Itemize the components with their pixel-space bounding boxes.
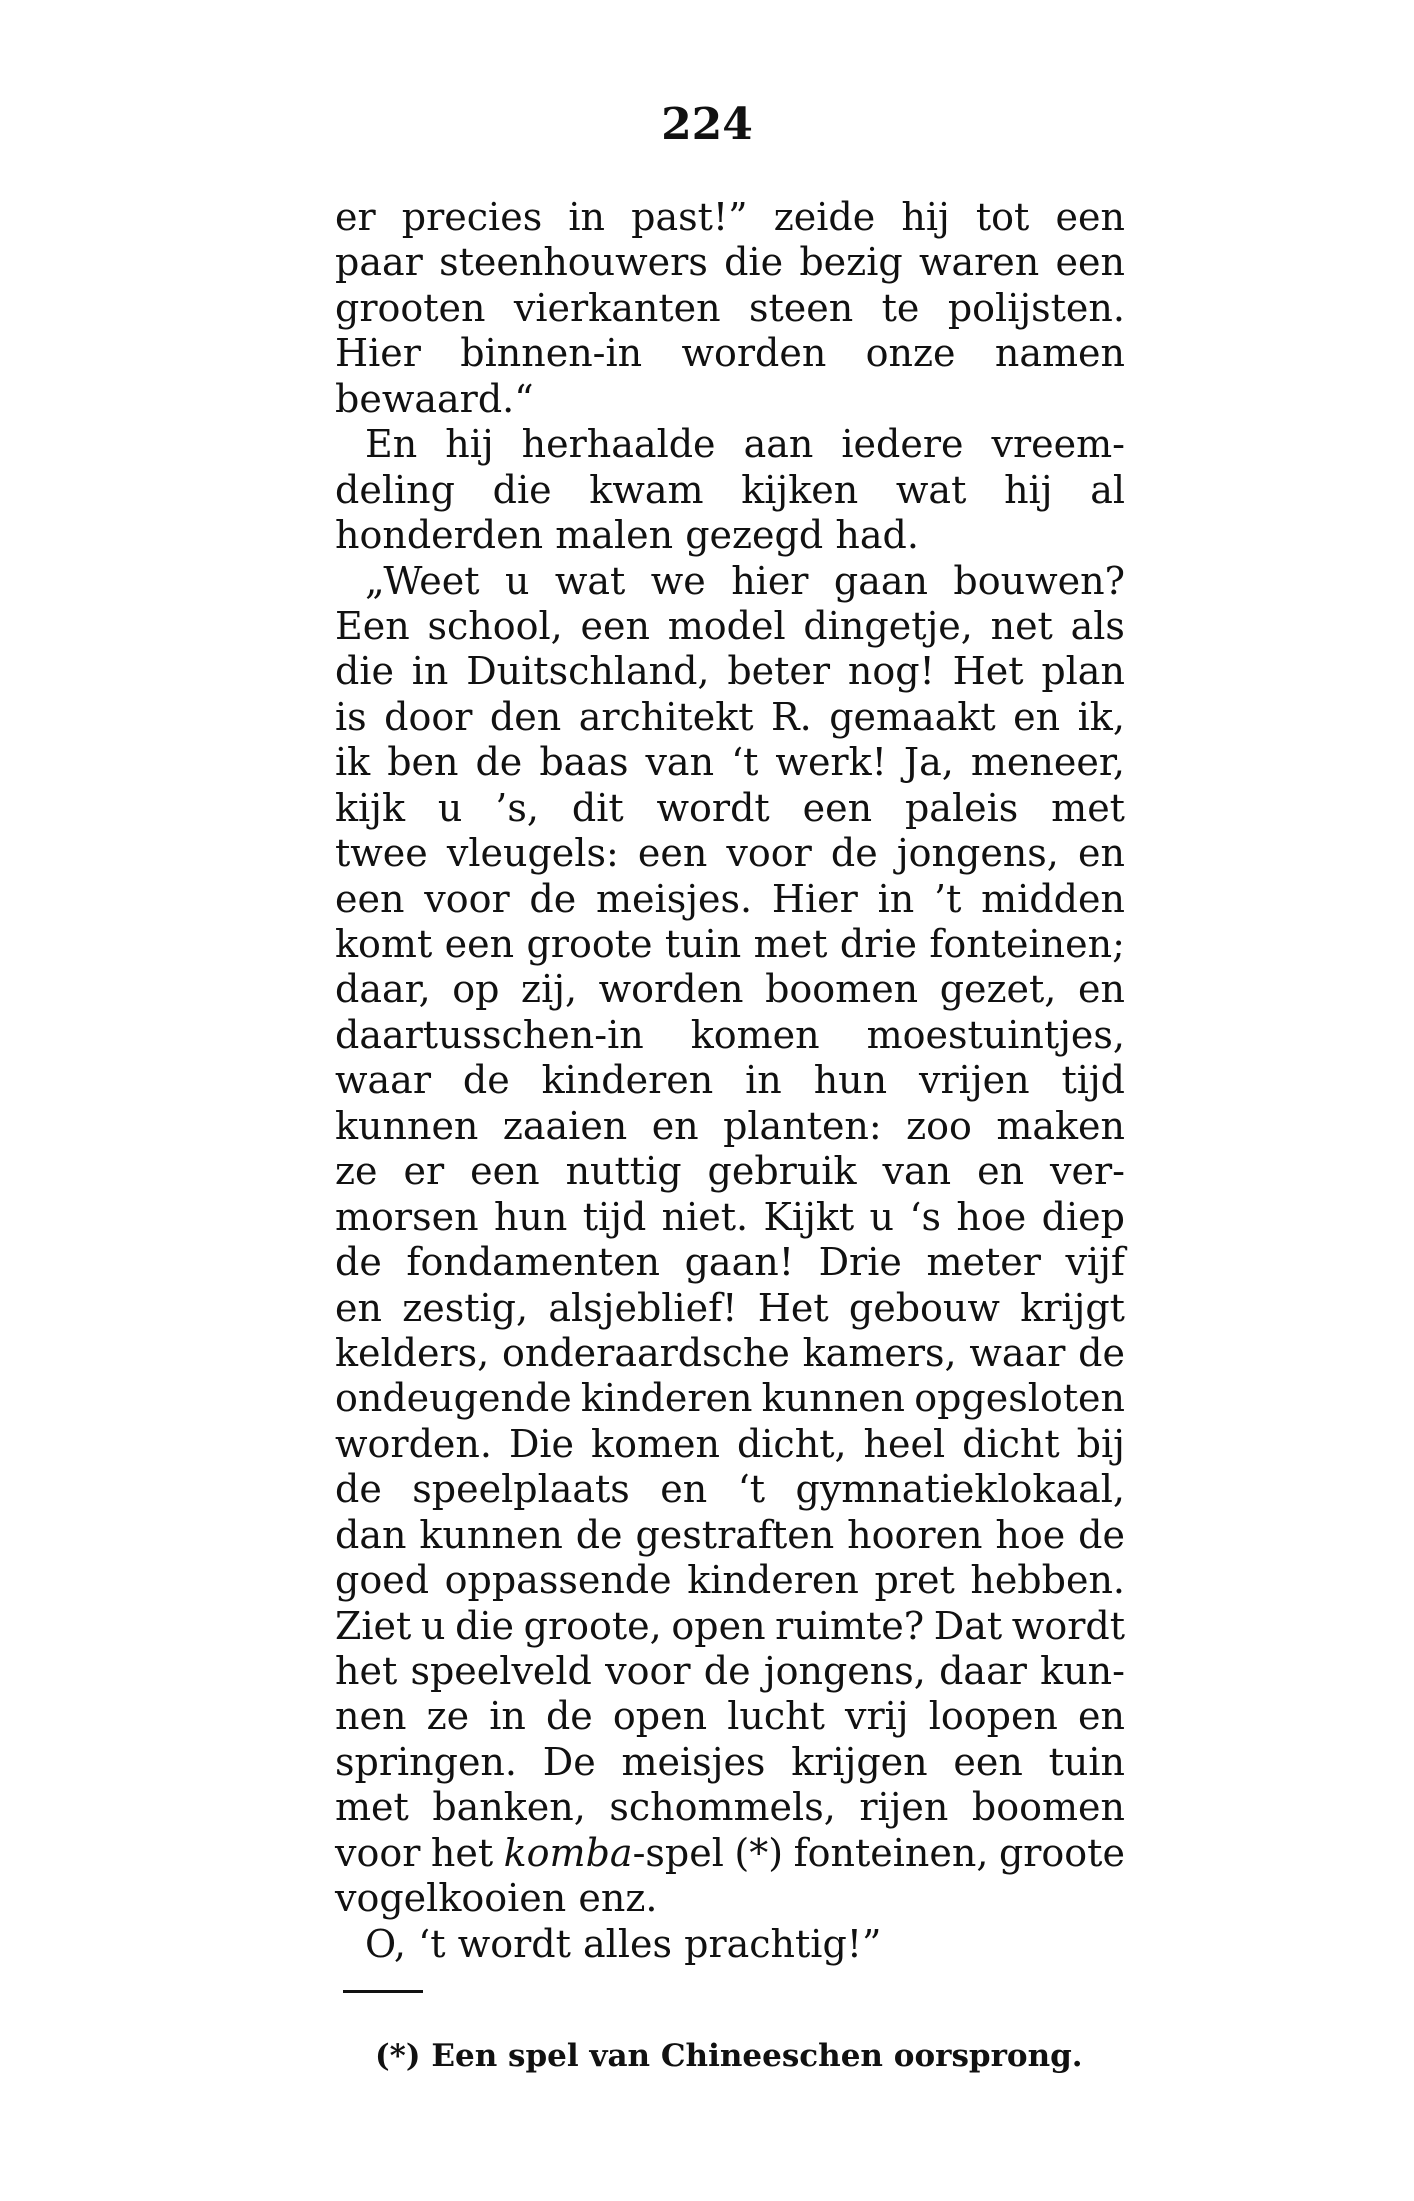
- word: ‘t: [731, 740, 759, 785]
- word: Kijkt: [763, 1194, 855, 1239]
- word: De: [542, 1739, 596, 1784]
- word: en: [335, 1285, 382, 1330]
- word: zaaien: [502, 1103, 628, 1148]
- word: den: [489, 694, 562, 739]
- word: kelders,: [335, 1330, 490, 1375]
- word: ’s,: [495, 785, 539, 830]
- word: van: [645, 740, 715, 785]
- word: de: [545, 1694, 593, 1739]
- word: meneer,: [970, 740, 1125, 785]
- word: dan: [335, 1512, 407, 1557]
- word: er: [403, 1149, 445, 1194]
- word: nog!: [847, 649, 935, 694]
- word: dicht,: [736, 1421, 847, 1466]
- word: fonteinen,: [793, 1830, 989, 1875]
- text-line: [335, 1604, 1125, 1649]
- word: Ja,: [903, 740, 954, 785]
- word: de: [1078, 1330, 1125, 1375]
- word: het: [335, 1649, 398, 1693]
- word: speelplaats: [412, 1467, 630, 1512]
- word: Hier: [771, 876, 858, 921]
- word: steenhouwers: [439, 240, 708, 285]
- text-line: [335, 649, 1125, 694]
- word: komba-spel: [503, 1830, 724, 1875]
- text-line: [335, 1831, 1125, 1876]
- word: groote: [526, 922, 653, 966]
- word: boomen: [971, 1785, 1125, 1830]
- text-line: [335, 786, 1125, 831]
- word: een: [470, 1149, 540, 1194]
- word: enz.: [578, 1876, 658, 1921]
- word: komen: [690, 1012, 820, 1057]
- word: een: [637, 831, 708, 876]
- word: hooren: [847, 1512, 983, 1557]
- word: door: [384, 694, 473, 739]
- text-line: [335, 1694, 1125, 1739]
- word: vrijen: [919, 1058, 1030, 1103]
- word: gemaakt: [829, 694, 996, 739]
- word: krijgt: [1020, 1285, 1125, 1330]
- word: voor: [335, 1830, 421, 1875]
- word: meisjes.: [596, 876, 753, 921]
- word: een: [802, 785, 873, 830]
- word: ondeugende: [335, 1376, 572, 1421]
- word: en: [1077, 967, 1125, 1012]
- word: de: [462, 1058, 510, 1103]
- word: polijsten.: [947, 285, 1125, 330]
- word: een: [953, 1739, 1023, 1784]
- text-line: [335, 1058, 1125, 1103]
- word: in: [568, 195, 605, 239]
- word: ‘t: [737, 1467, 766, 1512]
- text-line: [335, 240, 1125, 285]
- word: kunnen: [419, 1512, 563, 1557]
- word: wordt: [656, 785, 770, 830]
- word: waar: [969, 1330, 1066, 1375]
- word: groote: [998, 1830, 1125, 1875]
- text-line: [335, 1876, 1125, 1921]
- word: gebouw: [848, 1285, 1000, 1330]
- word: diep: [1041, 1194, 1125, 1239]
- word: dit: [571, 785, 624, 830]
- word: moestuintjes,: [866, 1012, 1125, 1057]
- word: krijgen: [791, 1739, 928, 1784]
- word: bij: [1076, 1421, 1125, 1466]
- word: architekt: [578, 694, 754, 739]
- word: op: [452, 967, 500, 1012]
- text-line: [335, 1740, 1125, 1785]
- word: En: [365, 422, 418, 467]
- word: ’t: [933, 876, 962, 921]
- word: ze: [335, 1149, 378, 1194]
- word: wordt: [457, 1921, 571, 1966]
- word: daar,: [335, 967, 431, 1012]
- word: ik: [335, 740, 371, 785]
- text-line: [335, 967, 1125, 1012]
- text-line: [335, 1513, 1125, 1558]
- word: model: [667, 603, 786, 648]
- word: midden: [981, 876, 1125, 921]
- text-line: [335, 468, 1125, 513]
- word: worden: [681, 331, 827, 376]
- word: maken: [996, 1103, 1125, 1148]
- word: u: [437, 785, 463, 830]
- word: en: [1077, 831, 1125, 876]
- text-line: [335, 1649, 1125, 1694]
- word: precies: [401, 195, 543, 239]
- word: bezig: [799, 240, 903, 285]
- text-line: [335, 922, 1125, 967]
- word: (*): [734, 1830, 784, 1875]
- word: worden.: [335, 1421, 492, 1466]
- word: Hier: [335, 331, 421, 376]
- word: grooten: [335, 285, 486, 330]
- word: springen.: [335, 1739, 517, 1784]
- word: deling: [335, 467, 455, 512]
- text-line: [335, 422, 1125, 467]
- word: oppassende: [444, 1558, 672, 1603]
- word: hoe: [956, 1194, 1027, 1239]
- word: de: [335, 1467, 382, 1512]
- word: nen: [335, 1694, 407, 1739]
- word: meter: [926, 1240, 1041, 1285]
- word: meisjes: [621, 1739, 766, 1784]
- word: waren: [918, 240, 1040, 285]
- word: herhaalde: [521, 422, 716, 467]
- word: banken,: [432, 1785, 586, 1830]
- word: als: [1070, 603, 1125, 648]
- body-text: [335, 195, 1125, 1967]
- word: die: [724, 240, 784, 285]
- word: steen: [749, 285, 854, 330]
- word: boomen: [765, 967, 919, 1012]
- word: gebruik: [707, 1149, 857, 1194]
- word: voor: [605, 1649, 691, 1693]
- word: malen: [555, 513, 674, 558]
- word: kwam: [589, 467, 704, 512]
- word: gaan!: [684, 1240, 794, 1285]
- word: zeide: [773, 195, 876, 239]
- word: die: [492, 467, 552, 512]
- text-line: [335, 331, 1125, 376]
- word: aan: [743, 422, 814, 467]
- word: jongens,: [896, 831, 1059, 876]
- text-line: [335, 831, 1125, 876]
- text-line: [335, 1558, 1125, 1603]
- word: kijk: [335, 785, 405, 830]
- word: binnen-in: [460, 331, 643, 376]
- word: heel: [863, 1421, 946, 1466]
- word: die: [455, 1603, 515, 1648]
- word: nuttig: [565, 1149, 682, 1194]
- word: daar: [939, 1649, 1027, 1693]
- word: we: [650, 558, 706, 603]
- word: Het: [952, 649, 1024, 694]
- word: vreem-: [991, 422, 1125, 467]
- word: de: [475, 740, 523, 785]
- word: had.: [835, 513, 919, 558]
- word: ben: [387, 740, 459, 785]
- word: Ziet: [335, 1603, 412, 1648]
- word: goed: [335, 1558, 430, 1603]
- word: met: [753, 922, 828, 966]
- word: het: [430, 1830, 494, 1875]
- word: paar: [335, 240, 423, 285]
- word: beter: [727, 649, 831, 694]
- word: vrij: [845, 1694, 909, 1739]
- word: u: [420, 1603, 446, 1648]
- word: de: [529, 876, 577, 921]
- word: honderden: [335, 513, 544, 558]
- word: tot: [975, 195, 1030, 239]
- word: de: [335, 1240, 382, 1285]
- word: werk!: [775, 740, 887, 785]
- word: gestraften: [635, 1512, 835, 1557]
- word: twee: [335, 831, 428, 876]
- word: u: [504, 558, 530, 603]
- word: met: [335, 1785, 409, 1830]
- word: worden: [598, 967, 744, 1012]
- word: baas: [539, 740, 629, 785]
- word: van: [882, 1149, 952, 1194]
- word: alles: [583, 1921, 672, 1966]
- text-line: [335, 195, 1125, 240]
- word: hier: [731, 558, 809, 603]
- word: wat: [895, 467, 967, 512]
- text-line: [335, 559, 1125, 604]
- word: tijd: [582, 1194, 647, 1239]
- word: tuin: [1048, 1739, 1125, 1784]
- word: vierkanten: [513, 285, 721, 330]
- text-line: [335, 286, 1125, 331]
- word: ‘t: [418, 1921, 446, 1966]
- word: ik,: [1077, 694, 1125, 739]
- word: is: [335, 694, 367, 739]
- word: Duitschland,: [466, 649, 710, 694]
- word: Drie: [818, 1240, 902, 1285]
- word: plan: [1041, 649, 1125, 694]
- word: voor: [726, 831, 812, 876]
- word: ‘s: [909, 1194, 942, 1239]
- word: onderaardsche: [502, 1330, 790, 1375]
- word: kunnen: [335, 1103, 479, 1148]
- word: niet.: [661, 1194, 749, 1239]
- text-line: [335, 877, 1125, 922]
- word: Het: [757, 1285, 829, 1330]
- word: er: [335, 195, 376, 239]
- word: vleugels:: [446, 831, 619, 876]
- word: open: [612, 1694, 708, 1739]
- text-line: [335, 1240, 1125, 1285]
- word: de: [1078, 1512, 1125, 1557]
- text-line: [335, 513, 1125, 558]
- text-line: [335, 695, 1125, 740]
- word: paleis: [904, 785, 1019, 830]
- word: en: [1078, 1694, 1125, 1739]
- word: ruimte?: [775, 1603, 925, 1648]
- word: een: [1055, 195, 1125, 239]
- page-number: 224: [661, 99, 753, 150]
- word: prachtig!”: [684, 1921, 882, 1966]
- text-line: [335, 1376, 1125, 1421]
- text-line: [335, 740, 1125, 785]
- word: en: [1013, 694, 1061, 739]
- word: vogelkooien: [335, 1876, 567, 1921]
- text-line: [335, 1195, 1125, 1240]
- word: de: [830, 831, 878, 876]
- word: rijen: [859, 1785, 949, 1830]
- word: wat: [554, 558, 626, 603]
- word: kunnen: [761, 1376, 906, 1421]
- word: in: [489, 1694, 526, 1739]
- word: lucht: [727, 1694, 825, 1739]
- word: hun: [813, 1058, 888, 1103]
- word: hebben.: [970, 1558, 1125, 1603]
- word: opgesloten: [914, 1376, 1125, 1421]
- word: ver-: [1050, 1149, 1125, 1194]
- word: dicht: [962, 1421, 1060, 1466]
- text-line: [335, 1422, 1125, 1467]
- word: jongens,: [763, 1649, 926, 1693]
- word: zij,: [521, 967, 578, 1012]
- word: en: [660, 1467, 708, 1512]
- text-line: [335, 1149, 1125, 1194]
- text-line: [335, 1104, 1125, 1149]
- word: een: [1055, 240, 1125, 285]
- word: komt: [335, 922, 433, 966]
- word: Die: [508, 1421, 575, 1466]
- word: hoe: [995, 1512, 1066, 1557]
- word: bewaard.“: [335, 376, 534, 421]
- word: kinderen: [580, 1376, 753, 1421]
- word: de: [703, 1649, 751, 1693]
- word: fonteinen;: [929, 922, 1125, 966]
- word: hij: [901, 195, 950, 239]
- word: tuin: [664, 922, 742, 966]
- word: schommels,: [609, 1785, 836, 1830]
- word: net: [990, 603, 1053, 648]
- word: kijken: [741, 467, 859, 512]
- word: en: [651, 1103, 699, 1148]
- text-line: [335, 1013, 1125, 1058]
- word: R.: [771, 694, 812, 739]
- word: gezegd: [685, 513, 824, 558]
- word: voor: [424, 876, 510, 921]
- word: O,: [365, 1921, 407, 1966]
- word: zoo: [906, 1103, 972, 1148]
- word: daartusschen-in: [335, 1012, 644, 1057]
- word: al: [1090, 467, 1125, 512]
- word: bouwen?: [953, 558, 1125, 603]
- footnote: (*) Een spel van Chineeschen oorsprong.: [375, 2038, 1083, 2074]
- word: iedere: [841, 422, 964, 467]
- word: tijd: [1061, 1058, 1125, 1103]
- word: groote,: [523, 1603, 662, 1648]
- word: hij: [445, 422, 494, 467]
- word: in: [877, 876, 915, 921]
- word: waar: [335, 1058, 432, 1103]
- word: die: [335, 649, 394, 694]
- word: hun: [493, 1194, 568, 1239]
- word: gymnatieklokaal,: [795, 1467, 1125, 1512]
- text-line: [335, 1785, 1125, 1830]
- word: zestig,: [402, 1285, 529, 1330]
- text-line: [335, 1922, 1125, 1967]
- word: wordt: [1011, 1603, 1125, 1648]
- word: pret: [874, 1558, 955, 1603]
- word: kinderen: [687, 1558, 859, 1603]
- word: ze: [426, 1694, 470, 1739]
- word: gaan: [833, 558, 928, 603]
- word: kamers,: [802, 1330, 957, 1375]
- word: kun-: [1040, 1649, 1125, 1693]
- word: gezet,: [939, 967, 1057, 1012]
- word: alsjeblief!: [548, 1285, 738, 1330]
- word: open: [671, 1603, 766, 1648]
- word: Dat: [933, 1603, 1003, 1648]
- word: een: [335, 876, 405, 921]
- word: hij: [1004, 467, 1053, 512]
- word: komen: [591, 1421, 720, 1466]
- word: loopen: [928, 1694, 1058, 1739]
- word: namen: [994, 331, 1125, 376]
- word: u: [869, 1194, 895, 1239]
- text-line: [335, 377, 1125, 422]
- word: morsen: [335, 1194, 479, 1239]
- word: school,: [427, 603, 563, 648]
- word: fondamenten: [406, 1240, 661, 1285]
- word: past!”: [631, 195, 748, 239]
- word: Een: [335, 603, 410, 648]
- text-line: [335, 604, 1125, 649]
- text-line: [335, 1467, 1125, 1512]
- word: en: [977, 1149, 1025, 1194]
- word: in: [745, 1058, 782, 1103]
- word: met: [1051, 785, 1125, 830]
- text-line: [335, 1286, 1125, 1331]
- word: in: [411, 649, 449, 694]
- word: planten:: [723, 1103, 882, 1148]
- word: vijf: [1065, 1240, 1125, 1285]
- word: een: [580, 603, 650, 648]
- word: drie: [839, 922, 917, 966]
- word: een: [444, 922, 515, 966]
- word: onze: [865, 331, 956, 376]
- word: de: [575, 1512, 623, 1557]
- word: te: [881, 285, 920, 330]
- word: kinderen: [541, 1058, 714, 1103]
- word: speelveld: [410, 1649, 592, 1693]
- word: dingetje,: [803, 603, 973, 648]
- footnote-divider: [343, 1990, 423, 1993]
- word: „Weet: [365, 558, 480, 603]
- text-line: [335, 1331, 1125, 1376]
